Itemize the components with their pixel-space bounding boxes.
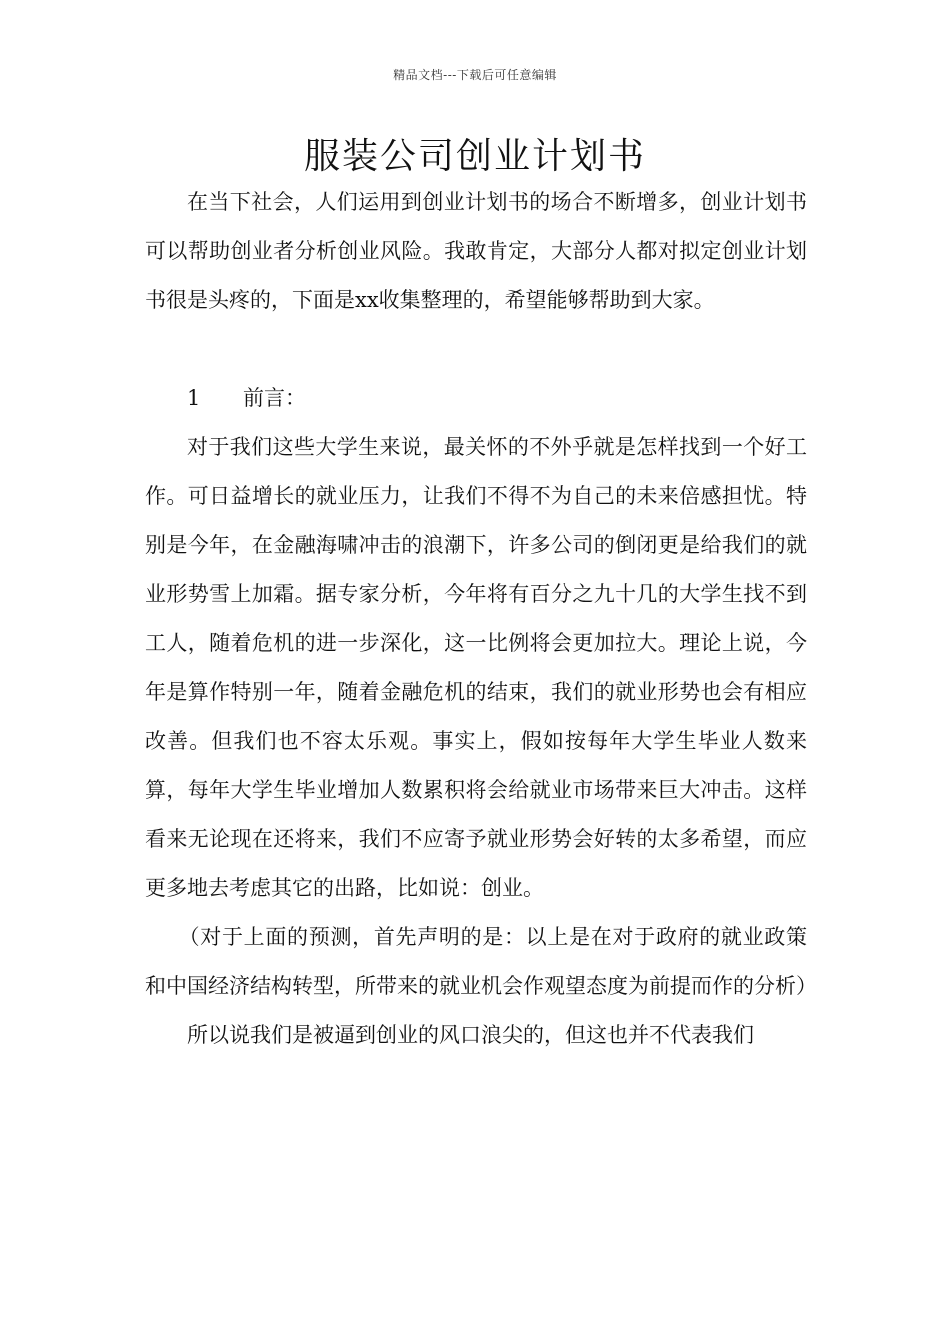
section-number: 1	[187, 386, 201, 410]
section-title: 前言：	[243, 386, 306, 410]
blank-line	[145, 325, 807, 374]
section-heading	[145, 374, 807, 423]
document-body	[145, 178, 817, 1060]
body-paragraph: 所以说我们是被逼到创业的风口浪尖的，但这也并不代表我们	[187, 1023, 754, 1047]
document-title: 服装公司创业计划书	[303, 136, 646, 177]
body-paragraph: 对于我们这些大学生来说，最关怀的不外乎就是怎样找到一个好工作。可日益增长的就业压力，让我们不得不为自己的未来倍感担忧。特别是今年，在金融海啸冲击的浪潮下，许多公司的倒闭更是给我们的就业形势雪上加霜。据专家分析，今年将有百分之九十几的大学生找不到工人，随着危机的进一步深化，这一比例将会更加拉大。理论上说，今年是算作特别一年，随着金融危机的结束，我们的就业形势也会有相应改善。但我们也不容太乐观。事实上，假如按每年大学生毕业人数来算，每年大学生毕业增加人数累积将会给就业市场带来巨大冲击。这样看来无论现在还将来，我们不应寄予就业形势会好转的太多希望，而应更多地去考虑其它的出路，比如说：创业。	[145, 435, 807, 900]
page-header: 精品文档---下载后可任意编辑	[393, 68, 557, 82]
intro-paragraph: 在当下社会，人们运用到创业计划书的场合不断增多，创业计划书可以帮助创业者分析创业风险。我敢肯定，大部分人都对拟定创业计划书很是头疼的，下面是xx收集整理的，希望能够帮助到大家。	[145, 190, 807, 312]
note-paragraph: （对于上面的预测，首先声明的是：以上是在对于政府的就业政策和中国经济结构转型，所带来的就业机会作观望态度为前提而作的分析）	[145, 925, 817, 998]
